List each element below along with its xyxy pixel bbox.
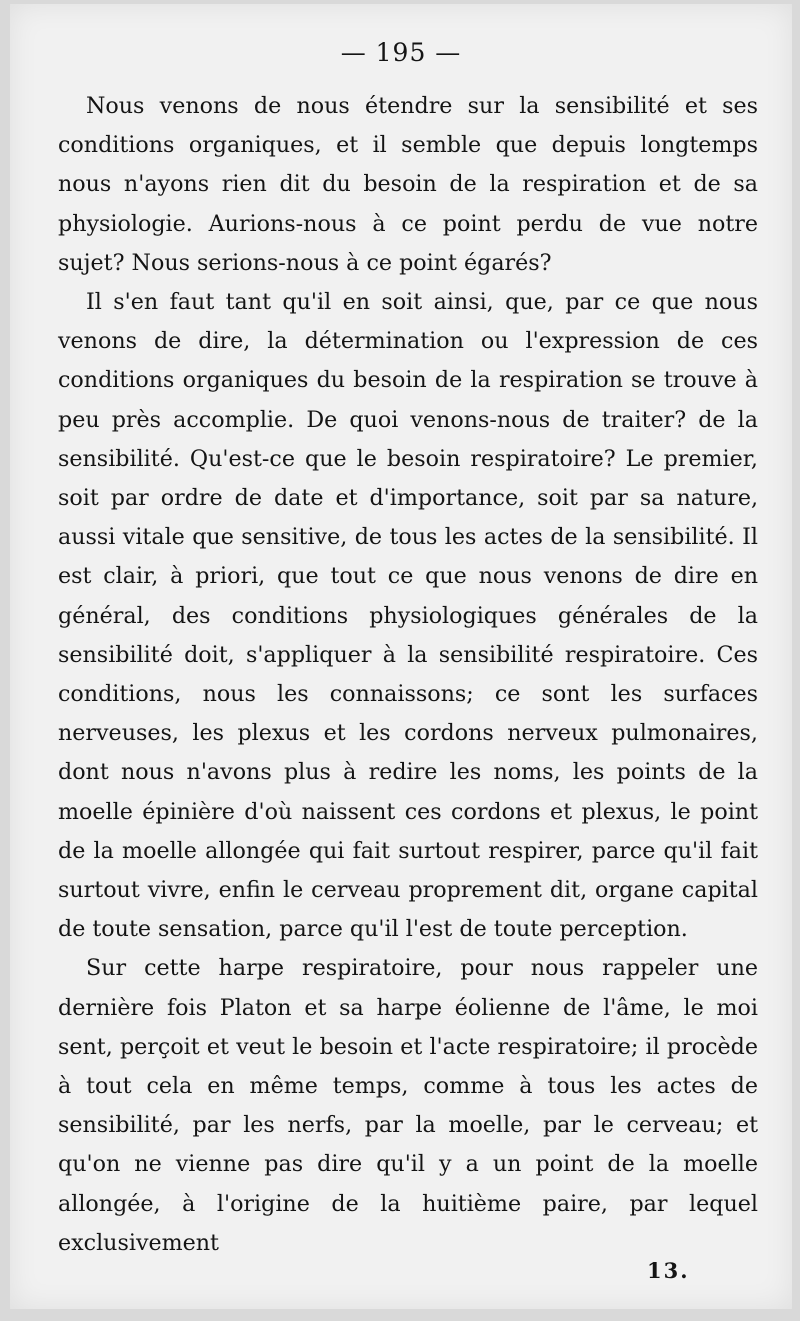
paragraph-2: Il s'en faut tant qu'il en soit ainsi, que, par ce que nous venons de dire, la détermination ou l'expression de ces conditions organiques du besoin de la respiration se trouve à peu près accomplie. De quoi venons-nous de traiter? de la sensibilité. Qu'est-ce que le besoin respiratoire? Le premier, soit par ordre de date et d'importance, soit par sa nature, aussi vitale que sensitive, de tous les actes de la sensibilité. Il est clair, à priori, que tout ce que nous venons de dire en général, des conditions physiologiques générales de la sensibilité doit, s'appliquer à la sensibilité respiratoire. Ces conditions, nous les connaissons; ce sont les surfaces nerveuses, les plexus et les cordons nerveux pulmonaires, dont nous n'avons plus à redire les noms, les points de la moelle épinière d'où naissent ces cordons et plexus, le point de la moelle allongée qui fait surtout respirer, parce qu'il fait surtout vivre, enfin le cerveau proprement dit, organe capital de toute sensation, parce qu'il l'est de toute perception. [58, 289, 758, 943]
paragraph-1: Nous venons de nous étendre sur la sensibilité et ses conditions organiques, et il semble que depuis longtemps nous n'ayons rien dit du besoin de la respiration et de sa physiologie. Aurions-nous à ce point perdu de vue notre sujet? Nous serions-nous à ce point égarés? [58, 93, 758, 276]
paragraph-3: Sur cette harpe respiratoire, pour nous rappeler une dernière fois Platon et sa harpe éolienne de l'âme, le moi sent, perçoit et veut le besoin et l'acte respiratoire; il procède à tout cela en même temps, comme à tous les actes de sensibilité, par les nerfs, par la moelle, par le cerveau; et qu'on ne vienne pas dire qu'il y a un point de la moelle allongée, à l'origine de la huitième paire, par lequel exclusivement [58, 955, 758, 1256]
book-page [10, 4, 792, 1309]
signature-mark: 13. [647, 1258, 690, 1283]
body-text [58, 87, 758, 1263]
page-number: — 195 — [340, 38, 462, 67]
